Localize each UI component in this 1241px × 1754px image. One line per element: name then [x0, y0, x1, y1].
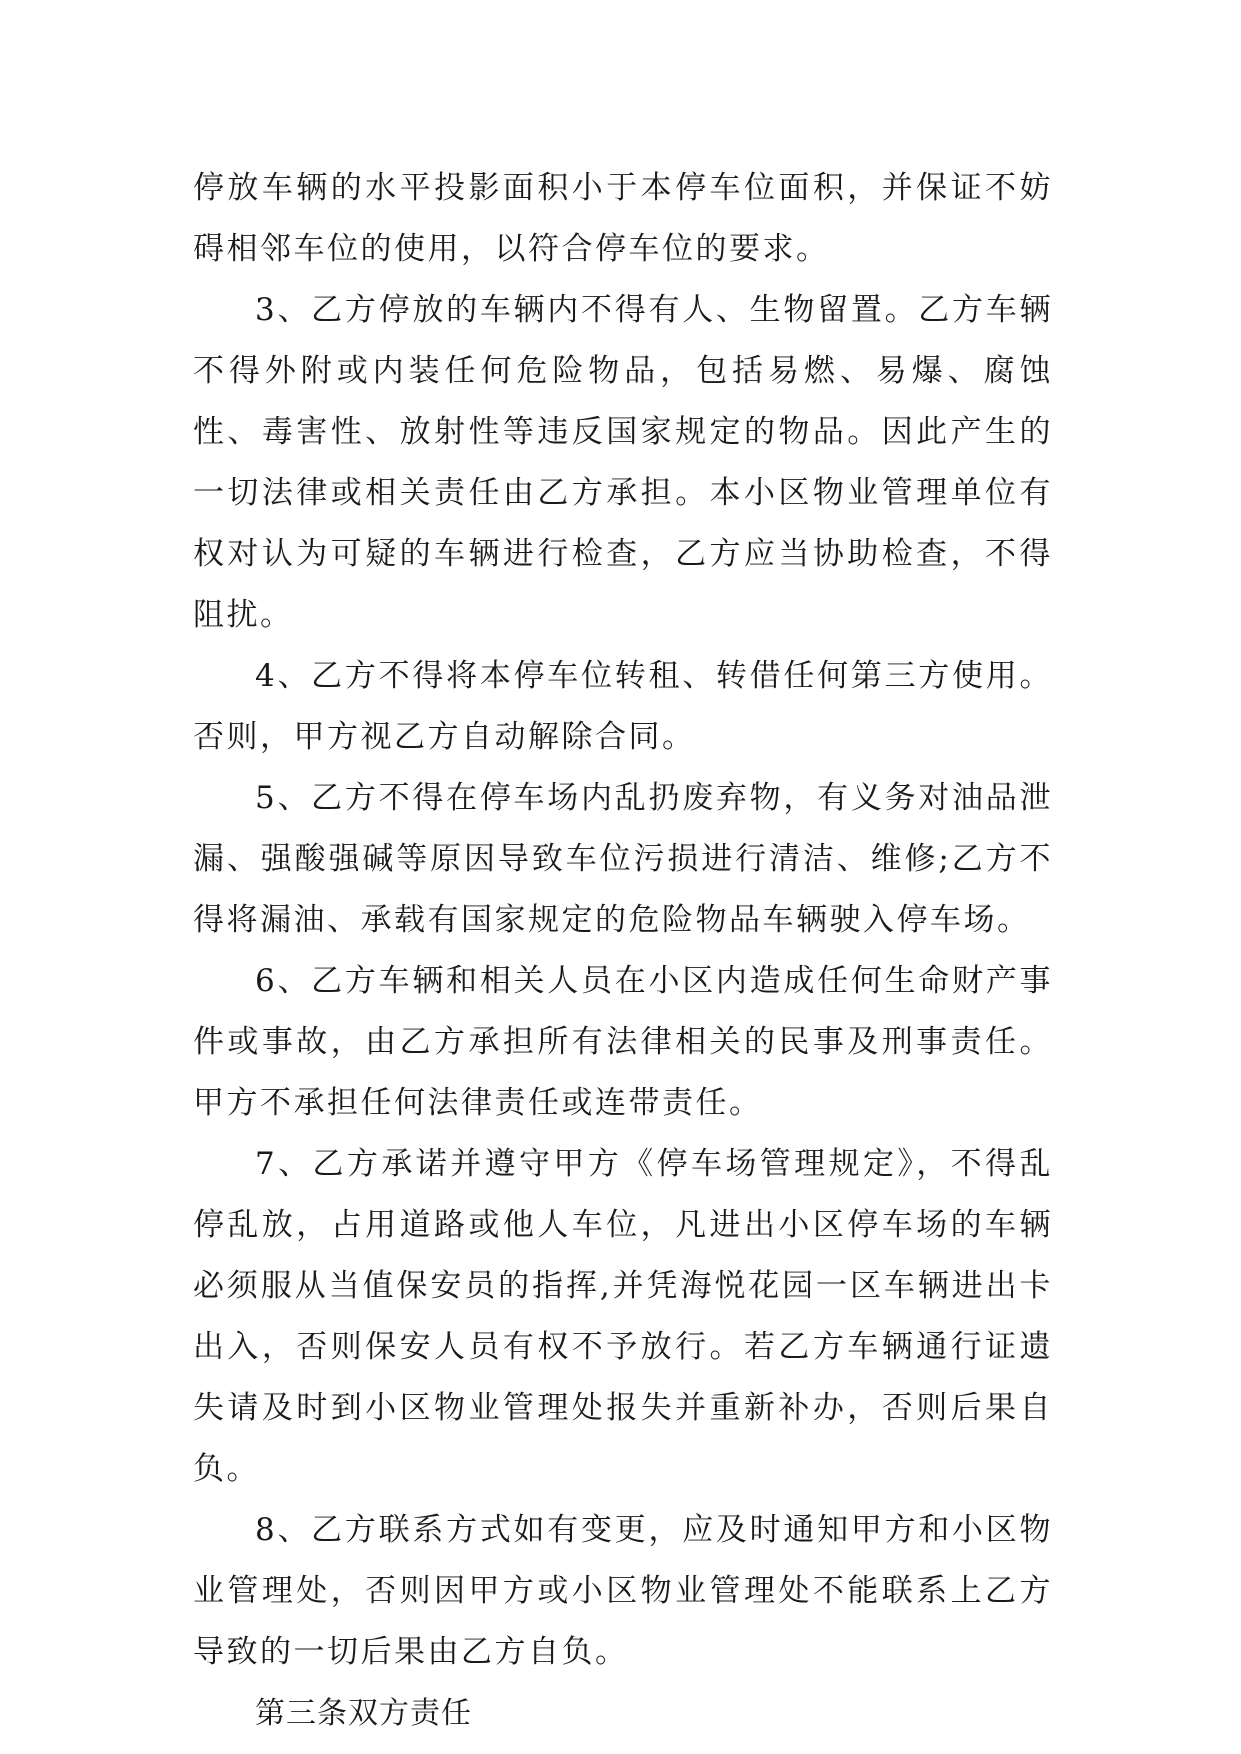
paragraph-clause-8: 8、乙方联系方式如有变更，应及时通知甲方和小区物业管理处，否则因甲方或小区物业管理处不能联系上乙方导致的一切后果由乙方自负。: [193, 1512, 1053, 1670]
paragraph-clause-7: 7、乙方承诺并遵守甲方《停车场管理规定》，不得乱停乱放，占用道路或他人车位，凡进出小区停车场的车辆必须服从当值保安员的指挥,并凭海悦花园一区车辆进出卡出入，否则保安人员有权不予放行。若乙方车辆通行证遗失请及时到小区物业管理处报失并重新补办，否则后果自负。: [193, 1146, 1053, 1487]
paragraph-clause-3: 3、乙方停放的车辆内不得有人、生物留置。乙方车辆不得外附或内装任何危险物品，包括易燃、易爆、腐蚀性、毒害性、放射性等违反国家规定的物品。因此产生的一切法律或相关责任由乙方承担。本小区物业管理单位有权对认为可疑的车辆进行检查，乙方应当协助检查，不得阻扰。: [193, 292, 1053, 633]
paragraph-clause-4: 4、乙方不得将本停车位转租、转借任何第三方使用。否则，甲方视乙方自动解除合同。: [193, 658, 1053, 755]
section-heading: 第三条双方责任: [255, 1696, 472, 1731]
document-body: [193, 158, 1053, 1744]
paragraph-clause-5: 5、乙方不得在停车场内乱扔废弃物，有义务对油品泄漏、强酸强碱等原因导致车位污损进行清洁、维修;乙方不得将漏油、承载有国家规定的危险物品车辆驶入停车场。: [193, 780, 1053, 938]
paragraph-continuation: 停放车辆的水平投影面积小于本停车位面积，并保证不妨碍相邻车位的使用，以符合停车位的要求。: [193, 170, 1053, 267]
paragraph-clause-6: 6、乙方车辆和相关人员在小区内造成任何生命财产事件或事故，由乙方承担所有法律相关的民事及刑事责任。甲方不承担任何法律责任或连带责任。: [193, 963, 1053, 1121]
